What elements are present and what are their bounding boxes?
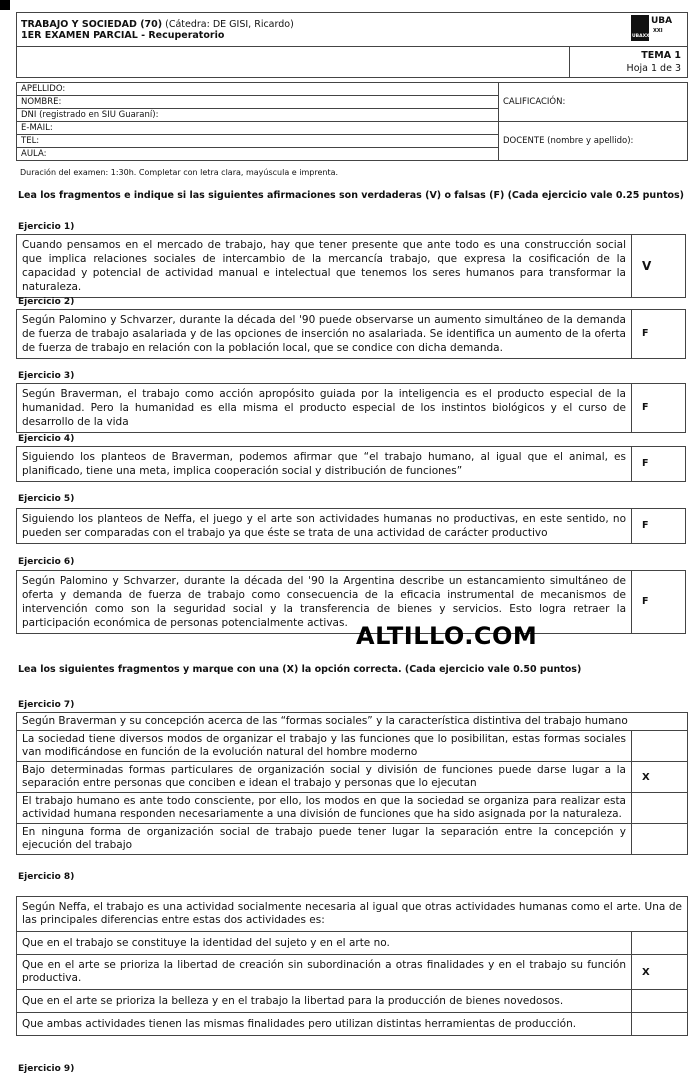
option-text: Que en el trabajo se constituye la identidad del sujeto y en el arte no. xyxy=(17,932,632,955)
question-stem: Según Neffa, el trabajo es una actividad socialmente necesaria al igual que otras actividades humanas como el arte. Una de las principales diferencias entre estas dos actividades es: xyxy=(17,897,688,932)
tel-field[interactable]: TEL: xyxy=(17,135,499,148)
tf-question xyxy=(16,570,686,634)
section2-instructions: Lea los siguientes fragmentos y marque con una (X) la opción correcta. (Cada ejercicio vale 0.50 puntos) xyxy=(18,664,582,675)
nombre-field[interactable]: NOMBRE: xyxy=(17,96,499,109)
tf-question xyxy=(16,234,686,298)
question-text: Según Palomino y Schvarzer, durante la década del '90 la Argentina describe un estancamiento simultáneo de oferta y demanda de fuerza de trabajo como consecuencia de la eficacia instrumental de mecanismos de intervención como son la seguridad social y la transferencia de bienes y servicios. Esto logra retraer la participación económica de personas potencialmente activas. xyxy=(17,571,632,634)
tema-cell xyxy=(569,47,688,78)
tf-question xyxy=(16,309,686,359)
option-mark[interactable] xyxy=(632,932,688,955)
uba-xxi-logo: UBAXXI UBA XXI xyxy=(632,16,673,39)
exercise-label: Ejercicio 8) xyxy=(18,872,75,882)
answer-cell[interactable]: F xyxy=(632,571,686,634)
aula-field[interactable]: AULA: xyxy=(17,148,499,161)
mc-question-8 xyxy=(16,896,688,1036)
student-info-table xyxy=(16,82,688,161)
option-text: Que en el arte se prioriza la libertad de creación sin subordinación a otras finalidades y en el trabajo su función productiva. xyxy=(17,955,632,990)
exercise-label: Ejercicio 2) xyxy=(18,297,75,307)
option-mark[interactable] xyxy=(632,1013,688,1036)
calificacion-field[interactable]: CALIFICACIÓN: xyxy=(499,83,688,122)
option-text: En ninguna forma de organización social de trabajo puede tener lugar la separación entre la concepción y ejecución del trabajo xyxy=(17,824,632,855)
option-text: La sociedad tiene diversos modos de organizar el trabajo y las funciones que lo posibilitan, estas formas sociales van modificándose en función de la evolución natural del hombre moderno xyxy=(17,731,632,762)
option-text: Que en el arte se prioriza la belleza y en el trabajo la libertad para la producción de bienes novedosos. xyxy=(17,990,632,1013)
exercise-label: Ejercicio 1) xyxy=(18,222,75,232)
duration-note: Duración del examen: 1:30h. Completar con letra clara, mayúscula e imprenta. xyxy=(20,168,339,177)
answer-cell[interactable]: F xyxy=(632,310,686,359)
header-blank-cell xyxy=(17,47,570,78)
option-text: Que ambas actividades tienen las mismas finalidades pero utilizan distintas herramientas de producción. xyxy=(17,1013,632,1036)
answer-cell[interactable]: F xyxy=(632,447,686,482)
exercise-label: Ejercicio 9) xyxy=(18,1064,75,1074)
watermark: ALTILLO.COM xyxy=(356,622,538,650)
dni-field[interactable]: DNI (registrado en SIU Guaraní): xyxy=(17,109,499,122)
question-text: Cuando pensamos en el mercado de trabajo, hay que tener presente que ante todo es una construcción social que implica relaciones sociales de intercambio de la mercancía trabajo, que expresa la cosificación de la capacidad y potencial de actividad manual e intelectual que tenemos los seres humanos para transformar la naturaleza. xyxy=(17,235,632,298)
question-stem: Según Braverman y su concepción acerca de las “formas sociales” y la característica distintiva del trabajo humano xyxy=(17,713,688,731)
corner-mark xyxy=(0,0,10,10)
question-text: Según Palomino y Schvarzer, durante la década del '90 puede observarse un aumento simultáneo de la demanda de fuerza de trabajo asalariada y de las opciones de inserción no asalariada. Se identifica un aumento de la oferta de fuerza de trabajo en relación con la población local, que se condice con dicha demanda. xyxy=(17,310,632,359)
tf-question xyxy=(16,383,686,433)
section1-instructions: Lea los fragmentos e indique si las siguientes afirmaciones son verdaderas (V) o falsas (F) (Cada ejercicio vale 0.25 puntos) xyxy=(18,190,685,201)
tf-question xyxy=(16,508,686,544)
answer-cell[interactable]: F xyxy=(632,509,686,544)
tema: TEMA 1 xyxy=(641,50,681,61)
course-name: TRABAJO Y SOCIEDAD (70) xyxy=(21,18,163,30)
docente-field[interactable]: DOCENTE (nombre y apellido): xyxy=(499,122,688,161)
catedra: (Cátedra: DE GISI, Ricardo) xyxy=(165,18,294,30)
exercise-label: Ejercicio 7) xyxy=(18,700,75,710)
header-title-cell xyxy=(17,13,570,47)
exercise-label: Ejercicio 3) xyxy=(18,371,75,381)
answer-cell[interactable]: V xyxy=(632,235,686,298)
answer-cell[interactable]: F xyxy=(632,384,686,433)
exam-header xyxy=(16,12,688,78)
logo-cell xyxy=(569,13,688,47)
exercise-label: Ejercicio 4) xyxy=(18,434,75,444)
option-mark[interactable] xyxy=(632,824,688,855)
exercise-label: Ejercicio 6) xyxy=(18,557,75,567)
tf-question xyxy=(16,446,686,482)
question-text: Siguiendo los planteos de Neffa, el juego y el arte son actividades humanas no productivas, en este sentido, no pueden ser comparadas con el trabajo ya que éste se trata de una actividad de carácter productivo xyxy=(17,509,632,544)
option-mark[interactable]: X xyxy=(632,762,688,793)
option-mark[interactable]: X xyxy=(632,955,688,990)
exam-name: 1ER EXAMEN PARCIAL - Recuperatorio xyxy=(21,29,225,41)
email-field[interactable]: E-MAIL: xyxy=(17,122,499,135)
page-indicator: Hoja 1 de 3 xyxy=(626,63,681,74)
option-mark[interactable] xyxy=(632,990,688,1013)
question-text: Siguiendo los planteos de Braverman, podemos afirmar que “el trabajo humano, al igual que el animal, es planificado, tiene una meta, implica cooperación social y distribución de funciones” xyxy=(17,447,632,482)
option-text: El trabajo humano es ante todo consciente, por ello, los modos en que la sociedad se organiza para realizar esta actividad humana responden necesariamente a una división de funciones que ha sido asignada por la naturaleza. xyxy=(17,793,632,824)
mc-question-7 xyxy=(16,712,688,855)
apellido-field[interactable]: APELLIDO: xyxy=(17,83,499,96)
question-text: Según Braverman, el trabajo como acción apropósito guiada por la inteligencia es el producto especial de la humanidad. Pero la humanidad es ella misma el producto especial de los instintos biológicos y el curso de desarrollo de la vida xyxy=(17,384,632,433)
option-mark[interactable] xyxy=(632,731,688,762)
exercise-label: Ejercicio 5) xyxy=(18,494,75,504)
option-mark[interactable] xyxy=(632,793,688,824)
option-text: Bajo determinadas formas particulares de organización social y división de funciones puede darse lugar a la separación entre personas que conciben e idean el trabajo y personas que lo ejecutan xyxy=(17,762,632,793)
